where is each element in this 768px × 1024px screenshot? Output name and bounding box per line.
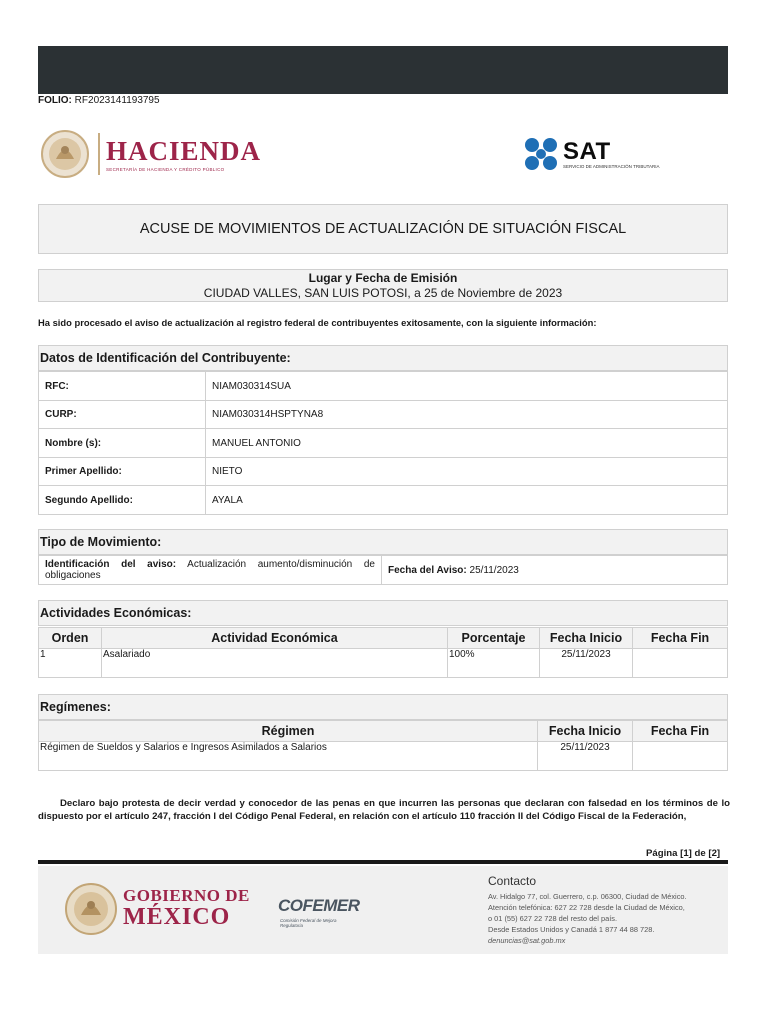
- col-porcentaje: Porcentaje: [448, 628, 540, 649]
- footer: [38, 866, 728, 954]
- table-row: [39, 649, 728, 678]
- contact-address: Av. Hidalgo 77, col. Guerrero, c.p. 06300, Ciudad de México.: [488, 892, 687, 901]
- contact-phone-cdmx: Atención telefónica: 627 22 728 desde la Ciudad de México,: [488, 903, 685, 912]
- hacienda-subtitle: SECRETARÍA DE HACIENDA Y CRÉDITO PÚBLICO: [106, 166, 225, 172]
- table-row: [39, 429, 728, 458]
- folio: [38, 95, 160, 106]
- actividad-cell: Asalariado: [102, 649, 448, 678]
- col-regimen-fecha-fin: Fecha Fin: [633, 721, 728, 742]
- col-fecha-inicio: Fecha Inicio: [540, 628, 633, 649]
- name-value: MANUEL ANTONIO: [206, 429, 728, 458]
- emission-box: [38, 269, 728, 302]
- contact-title: Contacto: [488, 874, 537, 888]
- fecha-inicio-cell: 25/11/2023: [540, 649, 633, 678]
- contact-block: [488, 891, 687, 946]
- contact-phone-country: o 01 (55) 627 22 728 del resto del país.: [488, 914, 618, 923]
- first-surname-value: NIETO: [206, 458, 728, 486]
- rfc-value: NIAM030314SUA: [206, 372, 728, 401]
- first-surname-label: Primer Apellido:: [39, 458, 206, 486]
- cofemer-subtitle: Comisión Federal de Mejora Regulatoria: [280, 918, 337, 928]
- mexico-seal-icon: [40, 129, 90, 179]
- activities-header-row: [39, 628, 728, 649]
- gobierno-line1: GOBIERNO DE: [123, 886, 250, 905]
- page-number: Página [1] de [2]: [646, 848, 721, 859]
- regimen-inicio-cell: 25/11/2023: [538, 742, 633, 771]
- page-divider: [38, 860, 728, 864]
- regimen-fin-cell: [633, 742, 728, 771]
- gobierno-line2: MÉXICO: [123, 904, 231, 930]
- document-title: ACUSE DE MOVIMIENTOS DE ACTUALIZACIÓN DE SITUACIÓN FISCAL: [38, 204, 728, 254]
- table-row: [39, 372, 728, 401]
- fecha-fin-cell: [633, 649, 728, 678]
- col-regimen-fecha-inicio: Fecha Inicio: [538, 721, 633, 742]
- table-row: [39, 401, 728, 429]
- hacienda-logo: [40, 122, 266, 186]
- table-row: [39, 486, 728, 515]
- sat-dots-icon: [523, 136, 559, 172]
- porcentaje-cell: 100%: [448, 649, 540, 678]
- sat-logo: [523, 134, 693, 174]
- regimes-heading: Regímenes:: [38, 694, 728, 720]
- hacienda-name: HACIENDA: [106, 135, 262, 166]
- taxpayer-table: [38, 371, 728, 515]
- col-orden: Orden: [39, 628, 102, 649]
- regimes-table: [38, 720, 728, 771]
- movement-heading: Tipo de Movimiento:: [38, 529, 728, 555]
- second-surname-value: AYALA: [206, 486, 728, 515]
- curp-label: CURP:: [39, 401, 206, 429]
- emission-value: CIUDAD VALLES, SAN LUIS POTOSI, a 25 de Noviembre de 2023: [203, 286, 563, 300]
- col-actividad: Actividad Económica: [102, 628, 448, 649]
- rfc-label: RFC:: [39, 372, 206, 401]
- taxpayer-heading: Datos de Identificación del Contribuyente:: [38, 345, 728, 371]
- curp-value: NIAM030314HSPTYNA8: [206, 401, 728, 429]
- declaration-body: Declaro bajo protesta de decir verdad y conocedor de las penas en que incurren las personas que declaran con falsedad en los términos de lo dispuesto por el artículo 247, fracción I del Código Penal Federal, en relación con el artículo 110 fracción II del Código Fiscal de la Federación,: [38, 798, 730, 822]
- activities-heading: Actividades Económicas:: [38, 600, 728, 626]
- movement-date-cell: [382, 556, 728, 585]
- col-fecha-fin: Fecha Fin: [633, 628, 728, 649]
- table-row: [39, 556, 728, 585]
- folio-label: FOLIO:: [38, 95, 72, 106]
- cofemer-logo: COFEMER: [278, 896, 360, 915]
- regimen-cell: Régimen de Sueldos y Salarios e Ingresos Asimilados a Salarios: [39, 742, 538, 771]
- movement-date-label: Fecha del Aviso:: [388, 564, 467, 576]
- mexico-seal-icon: [64, 882, 118, 936]
- emission-heading: Lugar y Fecha de Emisión: [308, 271, 458, 285]
- sat-name: SAT: [563, 137, 611, 165]
- movement-date-value: 25/11/2023: [469, 564, 519, 576]
- movement-id-cell: [39, 556, 382, 585]
- activities-table: [38, 627, 728, 678]
- sat-subtitle: SERVICIO DE ADMINISTRACIÓN TRIBUTARIA: [563, 163, 660, 169]
- movement-id-label: Identificación del aviso:: [45, 559, 177, 570]
- table-row: [39, 458, 728, 486]
- movement-id-value: Actualización aumento/disminución de obligaciones: [45, 559, 375, 581]
- regimes-header-row: [39, 721, 728, 742]
- declaration-text: [38, 797, 730, 823]
- col-regimen: Régimen: [39, 721, 538, 742]
- folio-value: RF2023141193795: [74, 95, 160, 106]
- contact-email[interactable]: denuncias@sat.gob.mx: [488, 936, 566, 945]
- name-label: Nombre (s):: [39, 429, 206, 458]
- second-surname-label: Segundo Apellido:: [39, 486, 206, 515]
- intro-text: Ha sido procesado el aviso de actualización al registro federal de contribuyentes exitosamente, con la siguiente información:: [38, 317, 597, 328]
- top-header-bar: [38, 46, 728, 94]
- movement-table: [38, 555, 728, 585]
- orden-cell: 1: [39, 649, 102, 678]
- contact-phone-us: Desde Estados Unidos y Canadá 1 877 44 88 728.: [488, 925, 655, 934]
- table-row: [39, 742, 728, 771]
